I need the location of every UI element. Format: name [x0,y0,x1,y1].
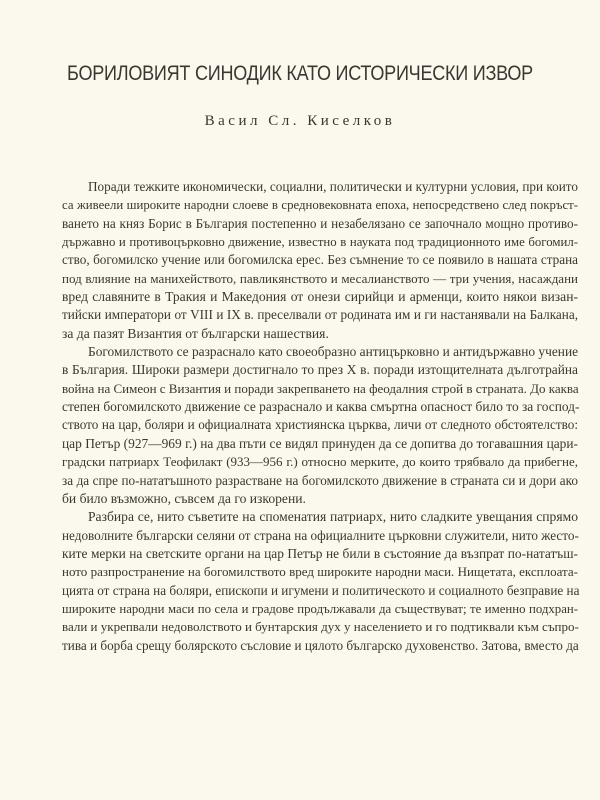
text-line: тийски императори от VIII и IX в. преселвали от родината им и ги настанявали на Балкана, [62,307,578,323]
text-line: вред славяните в Тракия и Македония от онези сирийци и арменци, които някои визан- [62,289,578,305]
text-line: цар Петър (927—969 г.) на два пъти се видял принуден да се допитва до тогавашния цари- [62,435,578,451]
text-line: вали и укрепвали недоволството и бунтарския дух у населението и го подтиквали към съпро- [62,619,579,635]
text-line: ството на цар, боляри и официалната християнска църква, личи от следното обстоятелство: [62,417,578,433]
paragraph [62,178,578,343]
text-line: Поради тежките икономически, социални, политически и културни условия, при които [88,179,578,194]
text-line: за да спре по-нататъшното разрастване на богомилското движение в страната си и дори ако [62,472,578,488]
text-line: тива и борба срещу болярското съсловие и цялото българско духовенство. Затова, вместо да [62,637,579,653]
text-line: градски патриарх Теофилакт (933—956 г.) относно мерките, до които трябвало да прибегне, [62,454,578,470]
text-line: недоволните български селяни от страна на официалните църковни служители, нито жесто- [62,527,579,543]
article-body [62,178,578,655]
text-line: ването на княз Борис в България постепенно и незабелязано се започнало мощно противо- [62,215,578,231]
text-line: ките мерки на светските органи на цар Петър не били в състояние да възпрат по-нататъш- [62,545,578,561]
text-line: държавно и противоцърковно движение, известно в науката под традиционното име богомил- [62,235,578,250]
article-author: Васил Сл. Киселков [204,113,396,129]
text-line: Богомилството се разраснало като своеобразно антицърковно и антидържавно учение [88,344,579,360]
text-line: война на Симеон с Византия и поради закрепването на феодалния строй в страната. До каква [62,380,579,396]
text-line: под влияние на манихейството, павликянството и месалианството — три учения, насаждани [62,270,578,286]
text-line: са живеели широките народни слоеве в средновековната епоха, непосредствено след покръст- [62,198,578,213]
text-line: за да пазят Византия от български нашествия. [62,325,329,341]
paragraph [62,343,578,508]
text-line: цията от страна на боляри, епископи и игумени и политическото и социалното безправие на [62,582,580,598]
text-line: в България. Широки размери достигнало то през X в. поради изтощителната дълготрайна [62,362,578,378]
text-line: ство, богомилско учение или богомилска ерес. Без съмнение то се появило в нашата страна [62,252,578,268]
paragraph [62,508,578,655]
text-line: широките народни маси по села и градове продължавали да съществуват; те именно подхран- [62,601,578,616]
text-line: ното разпространение на богомилството вред широките народни маси. Нищетата, експлоата- [62,564,578,580]
text-line: степен богомилското движение се разраснало и каква смъртна опасност било то за господ- [62,399,580,415]
text-line: Разбира се, нито съветите на споменатия патриарх, нито сладките увещания спрямо [88,509,578,525]
text-line: би било възможно, съвсем да го изкорени. [62,490,306,506]
article-title: БОРИЛОВИЯТ СИНОДИК КАТО ИСТОРИЧЕСКИ ИЗВОР [67,62,533,85]
